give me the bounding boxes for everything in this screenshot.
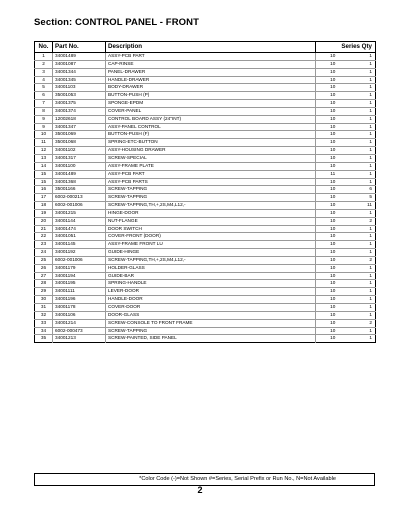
cell-description: BUTTON-PUSH (P)	[106, 92, 316, 100]
cell-series: 10	[316, 53, 350, 61]
table-header-row	[35, 42, 376, 53]
cell-series: 10	[316, 311, 350, 319]
cell-part-no: 34001347	[53, 123, 106, 131]
cell-description: COVER-FRONT (DOOR)	[106, 233, 316, 241]
table-row	[35, 225, 376, 233]
table-row	[35, 209, 376, 217]
column-header-no: No.	[35, 42, 53, 53]
cell-no: 6	[35, 92, 53, 100]
cell-description: SCREW-SPECIAL	[106, 154, 316, 162]
cell-description: HINGE-DOOR	[106, 209, 316, 217]
cell-no: 13	[35, 154, 53, 162]
cell-series: 10	[316, 319, 350, 327]
cell-no: 16	[35, 186, 53, 194]
cell-series: 10	[316, 76, 350, 84]
cell-series: 10	[316, 296, 350, 304]
cell-series: 10	[316, 68, 350, 76]
cell-qty: 1	[350, 107, 376, 115]
table-row	[35, 233, 376, 241]
cell-description: ASSY-FRAME PLATE	[106, 162, 316, 170]
cell-description: SPRING-HANDLE	[106, 280, 316, 288]
cell-no: 25	[35, 256, 53, 264]
cell-series: 10	[316, 60, 350, 68]
table-row	[35, 100, 376, 108]
parts-table	[34, 41, 376, 343]
cell-part-no: 6002-000213	[53, 194, 106, 202]
cell-series: 10	[316, 249, 350, 257]
cell-no: 31	[35, 304, 53, 312]
cell-qty: 1	[350, 296, 376, 304]
cell-description: COVER-DOOR	[106, 304, 316, 312]
cell-part-no: 34001345	[53, 76, 106, 84]
cell-part-no: 6002-000473	[53, 327, 106, 335]
cell-no: 30	[35, 296, 53, 304]
footer-legend-text: *Color Code (-)=Not Shown #=Series, Serial Prefix or Run No., N=Not Available	[139, 476, 336, 482]
cell-no: 3	[35, 68, 53, 76]
cell-description: SCREW-TAPPING	[106, 327, 316, 335]
cell-series: 10	[316, 84, 350, 92]
table-row	[35, 107, 376, 115]
cell-series: 10	[316, 225, 350, 233]
cell-part-no: 6002-001006	[53, 202, 106, 210]
cell-no: 35	[35, 335, 53, 343]
cell-qty: 1	[350, 280, 376, 288]
cell-qty: 1	[350, 84, 376, 92]
cell-part-no: 35001069	[53, 131, 106, 139]
cell-series: 10	[316, 100, 350, 108]
table-row	[35, 217, 376, 225]
cell-series: 10	[316, 233, 350, 241]
table-row	[35, 147, 376, 155]
cell-description: LEVER-DOOR	[106, 288, 316, 296]
cell-series: 10	[316, 217, 350, 225]
cell-description: SPRING-ETC-BUTTON	[106, 139, 316, 147]
cell-part-no: 34001344	[53, 68, 106, 76]
cell-description: BUTTON-PUSH (F)	[106, 131, 316, 139]
cell-series: 10	[316, 304, 350, 312]
table-row	[35, 154, 376, 162]
cell-description: ASSY-FRAME FRONT LU	[106, 241, 316, 249]
table-row	[35, 194, 376, 202]
table-row	[35, 256, 376, 264]
cell-series: 10	[316, 107, 350, 115]
cell-part-no: 34001145	[53, 241, 106, 249]
cell-qty: 1	[350, 92, 376, 100]
cell-qty: 1	[350, 264, 376, 272]
cell-qty: 5	[350, 194, 376, 202]
cell-part-no: 34001100	[53, 162, 106, 170]
cell-qty: 1	[350, 162, 376, 170]
cell-series: 10	[316, 115, 350, 123]
table-row	[35, 288, 376, 296]
cell-series: 10	[316, 186, 350, 194]
cell-qty: 1	[350, 60, 376, 68]
table-row	[35, 311, 376, 319]
column-header-series-qty: Series Qty	[316, 42, 376, 53]
cell-series: 10	[316, 202, 350, 210]
cell-no: 32	[35, 311, 53, 319]
cell-qty: 1	[350, 288, 376, 296]
table-row	[35, 76, 376, 84]
table-row	[35, 304, 376, 312]
table-row	[35, 123, 376, 131]
cell-series: 10	[316, 123, 350, 131]
cell-no: 8	[35, 107, 53, 115]
section-title: Section: CONTROL PANEL - FRONT	[34, 17, 200, 28]
cell-qty: 1	[350, 304, 376, 312]
cell-series: 10	[316, 162, 350, 170]
cell-description: ASSY-HOUSING DRAWER	[106, 147, 316, 155]
cell-qty: 1	[350, 154, 376, 162]
cell-no: 22	[35, 233, 53, 241]
cell-no: 5	[35, 84, 53, 92]
cell-description: GUIDE-BAR	[106, 272, 316, 280]
cell-no: 7	[35, 100, 53, 108]
cell-part-no: 34001111	[53, 288, 106, 296]
table-row	[35, 60, 376, 68]
cell-series: 10	[316, 139, 350, 147]
cell-qty: 2	[350, 319, 376, 327]
cell-no: 23	[35, 241, 53, 249]
cell-description: ASSY-PANEL CONTROL	[106, 123, 316, 131]
cell-qty: 1	[350, 139, 376, 147]
cell-no: 29	[35, 288, 53, 296]
parts-table-body	[35, 53, 376, 343]
cell-part-no: 34001213	[53, 335, 106, 343]
cell-description: SCREW-CONSOLE TO FRONT FRAME	[106, 319, 316, 327]
cell-description: SCREW-PAINTED, SIDE PANEL	[106, 335, 316, 343]
table-row	[35, 84, 376, 92]
cell-no: 34	[35, 327, 53, 335]
table-row	[35, 319, 376, 327]
cell-series: 10	[316, 147, 350, 155]
cell-no: 15	[35, 170, 53, 178]
cell-description: SCREW-TAPPING,TH,+,2S,M4,L12,-	[106, 202, 316, 210]
cell-description: DOOR-GLASS	[106, 311, 316, 319]
cell-description: HANDLE-DRAWER	[106, 76, 316, 84]
cell-description: CAP-RINSE	[106, 60, 316, 68]
table-row	[35, 186, 376, 194]
cell-no: 11	[35, 139, 53, 147]
cell-description: HOLDER-GLASS	[106, 264, 316, 272]
cell-qty: 1	[350, 76, 376, 84]
cell-no: 17	[35, 194, 53, 202]
table-row	[35, 249, 376, 257]
cell-series: 11	[316, 170, 350, 178]
cell-qty: 6	[350, 186, 376, 194]
cell-part-no: 34001144	[53, 217, 106, 225]
cell-no: 28	[35, 280, 53, 288]
table-row	[35, 241, 376, 249]
cell-part-no: 34001196	[53, 296, 106, 304]
cell-no: 4	[35, 76, 53, 84]
cell-part-no: 34001489	[53, 170, 106, 178]
cell-no: 9	[35, 115, 53, 123]
column-header-part-no: Part No.	[53, 42, 106, 53]
cell-description: SCREW-TAPPING	[106, 186, 316, 194]
cell-no: 12	[35, 147, 53, 155]
cell-description: COVER-PANEL	[106, 107, 316, 115]
cell-part-no: 34001192	[53, 249, 106, 257]
cell-part-no: 34001102	[53, 147, 106, 155]
cell-description: ASSY-PCB PART	[106, 53, 316, 61]
cell-description: ASSY-PCB PARTS	[106, 178, 316, 186]
cell-part-no: 34001368	[53, 178, 106, 186]
cell-part-no: 34001194	[53, 272, 106, 280]
cell-no: 33	[35, 319, 53, 327]
cell-part-no: 34001375	[53, 100, 106, 108]
cell-series: 10	[316, 241, 350, 249]
cell-series: 10	[316, 131, 350, 139]
cell-description: DOOR SWITCH	[106, 225, 316, 233]
cell-no: 10	[35, 131, 53, 139]
table-row	[35, 296, 376, 304]
cell-qty: 1	[350, 233, 376, 241]
cell-description: HANDLE-DOOR	[106, 296, 316, 304]
cell-qty: 2	[350, 217, 376, 225]
cell-no: 26	[35, 264, 53, 272]
table-row	[35, 162, 376, 170]
table-row	[35, 131, 376, 139]
cell-no: 1	[35, 53, 53, 61]
cell-qty: 1	[350, 311, 376, 319]
column-header-description: Description	[106, 42, 316, 53]
cell-series: 10	[316, 256, 350, 264]
cell-part-no: 34001178	[53, 304, 106, 312]
cell-part-no: 35001166	[53, 186, 106, 194]
cell-part-no: 35001053	[53, 92, 106, 100]
cell-qty: 1	[350, 68, 376, 76]
cell-qty: 1	[350, 100, 376, 108]
cell-part-no: 34001317	[53, 154, 106, 162]
cell-qty: 1	[350, 115, 376, 123]
cell-part-no: 34001215	[53, 209, 106, 217]
table-row	[35, 202, 376, 210]
cell-qty: 11	[350, 202, 376, 210]
page-number: 2	[197, 485, 203, 495]
cell-description: SCREW-TAPPING	[106, 194, 316, 202]
cell-part-no: 34001179	[53, 264, 106, 272]
cell-description: SCREW-TAPPING,TH,+,2S,M4,L12,-	[106, 256, 316, 264]
table-row	[35, 264, 376, 272]
cell-part-no: 34001489	[53, 53, 106, 61]
cell-qty: 1	[350, 327, 376, 335]
cell-no: 19	[35, 209, 53, 217]
cell-no: 15	[35, 178, 53, 186]
table-row	[35, 280, 376, 288]
cell-no: 18	[35, 202, 53, 210]
cell-qty: 1	[350, 53, 376, 61]
cell-no: 9	[35, 123, 53, 131]
cell-description: PANEL-DRAWER	[106, 68, 316, 76]
cell-part-no: 12002618	[53, 115, 106, 123]
table-row	[35, 170, 376, 178]
cell-qty: 1	[350, 147, 376, 155]
cell-series: 10	[316, 288, 350, 296]
cell-part-no: 35001068	[53, 139, 106, 147]
table-row	[35, 53, 376, 61]
table-row	[35, 68, 376, 76]
cell-no: 27	[35, 272, 53, 280]
cell-series: 10	[316, 209, 350, 217]
cell-part-no: 34001103	[53, 84, 106, 92]
table-row	[35, 335, 376, 343]
cell-description: GUIDE-HINGE	[106, 249, 316, 257]
cell-part-no: 34001214	[53, 319, 106, 327]
table-row	[35, 115, 376, 123]
cell-part-no: 34001374	[53, 107, 106, 115]
table-row	[35, 178, 376, 186]
cell-qty: 2	[350, 256, 376, 264]
cell-qty: 1	[350, 131, 376, 139]
cell-no: 20	[35, 217, 53, 225]
cell-qty: 1	[350, 241, 376, 249]
table-row	[35, 272, 376, 280]
cell-no: 14	[35, 162, 53, 170]
cell-part-no: 34001106	[53, 311, 106, 319]
table-row	[35, 327, 376, 335]
cell-part-no: 34001474	[53, 225, 106, 233]
cell-qty: 1	[350, 225, 376, 233]
cell-no: 24	[35, 249, 53, 257]
cell-qty: 1	[350, 272, 376, 280]
cell-no: 21	[35, 225, 53, 233]
cell-series: 10	[316, 92, 350, 100]
cell-description: ASSY-PCB PART	[106, 170, 316, 178]
cell-description: BODY-DRAWER	[106, 84, 316, 92]
cell-no: 2	[35, 60, 53, 68]
cell-series: 10	[316, 194, 350, 202]
cell-series: 10	[330, 335, 336, 341]
cell-series: 10	[316, 272, 350, 280]
cell-qty: 1	[350, 170, 376, 178]
table-row	[35, 92, 376, 100]
cell-series: 10	[316, 327, 350, 335]
table-row	[35, 139, 376, 147]
cell-description: NUT-FLANGE	[106, 217, 316, 225]
cell-part-no: 34001087	[53, 60, 106, 68]
cell-series: 10	[316, 264, 350, 272]
cell-description: SPONGE-EPDM	[106, 100, 316, 108]
cell-series: 10	[316, 178, 350, 186]
cell-qty: 1	[350, 123, 376, 131]
cell-part-no: 6002-001006	[53, 256, 106, 264]
cell-qty: 1	[350, 209, 376, 217]
cell-part-no: 34001195	[53, 280, 106, 288]
cell-series: 10	[316, 280, 350, 288]
cell-part-no: 34001051	[53, 233, 106, 241]
cell-qty: 1	[350, 178, 376, 186]
cell-qty: 1	[350, 249, 376, 257]
cell-qty: 1	[369, 335, 372, 341]
cell-description: CONTROL BOARD ASSY (24"INT)	[106, 115, 316, 123]
cell-series: 10	[316, 154, 350, 162]
